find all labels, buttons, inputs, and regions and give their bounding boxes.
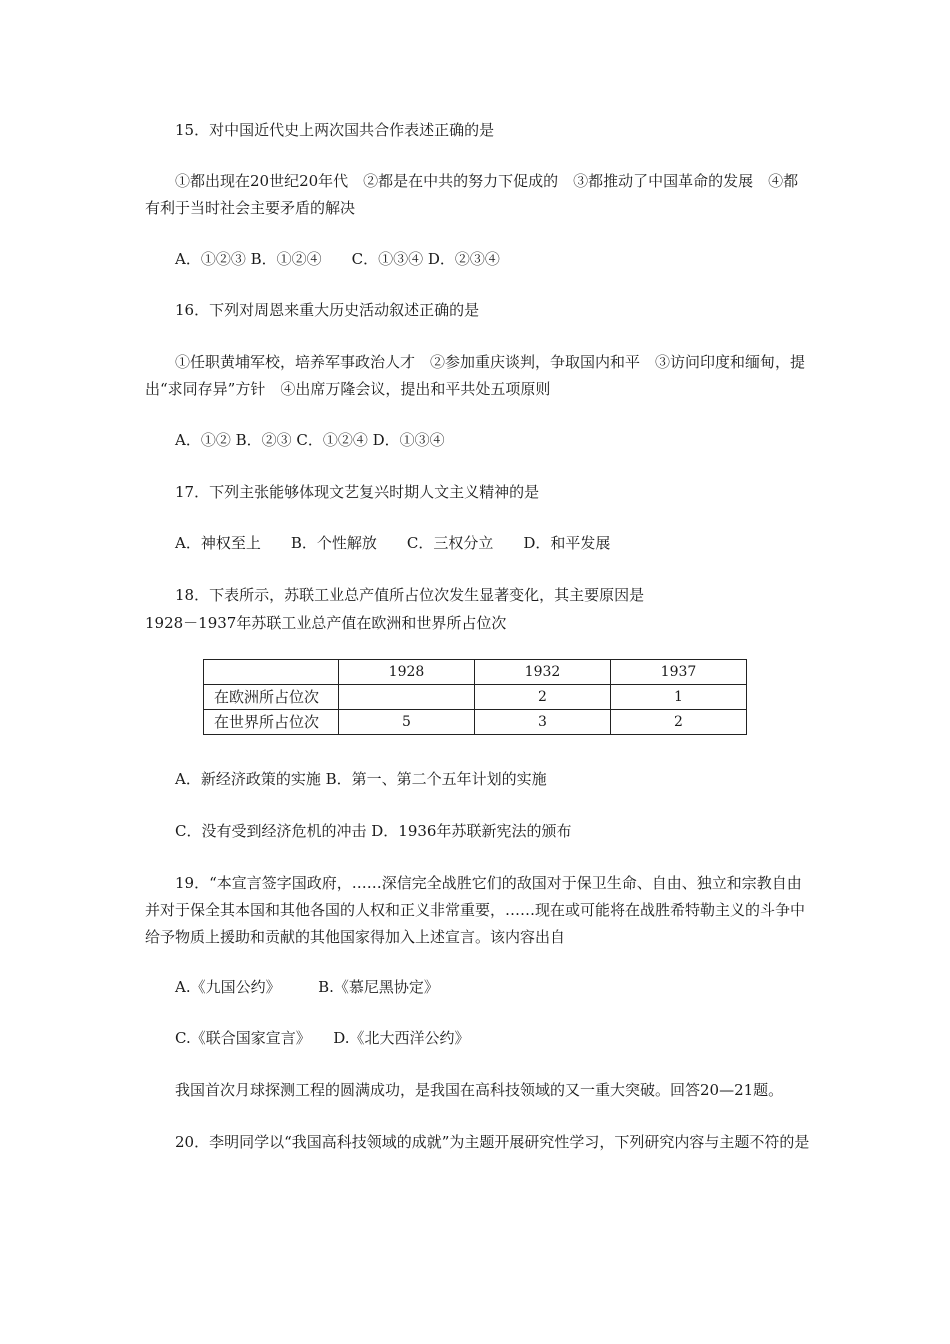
table-cell: 5: [339, 710, 475, 735]
q20-stem: 20．李明同学以“我国高科技领域的成就”为主题开展研究性学习，下列研究内容与主题不符的是: [175, 1133, 810, 1151]
q16-stem: 16．下列对周恩来重大历史活动叙述正确的是: [175, 301, 480, 319]
table-header-cell: 1928: [339, 660, 475, 685]
q15-options: A．①②③ B．①②④ C．①③④ D．②③④: [175, 250, 500, 268]
passage-20-21: 我国首次月球探测工程的圆满成功，是我国在高科技领域的又一重大突破。回答20—21题。: [175, 1081, 784, 1099]
table-header-row: [204, 660, 747, 685]
q17-options: A．神权至上 B．个性解放 C．三权分立 D．和平发展: [175, 534, 611, 552]
table-row-label: [204, 710, 339, 735]
table-row-label: [204, 685, 339, 710]
table-row-label-text: 在欧洲所占位次: [214, 688, 320, 706]
table-row: [204, 710, 747, 735]
table-cell: 2: [475, 685, 611, 710]
table-cell: 2: [611, 710, 747, 735]
q18-options-1: A．新经济政策的实施 B．第一、第二个五年计划的实施: [175, 770, 547, 788]
table-header-cell: [204, 660, 339, 685]
q19-options-2: C.《联合国家宣言》 D.《北大西洋公约》: [175, 1029, 470, 1047]
q18-stem: 18．下表所示，苏联工业总产值所占位次发生显著变化，其主要原因是: [175, 586, 645, 604]
table-header-cell: 1932: [475, 660, 611, 685]
q17-stem: 17．下列主张能够体现文艺复兴时期人文主义精神的是: [175, 483, 540, 501]
table-row-label-text: 在世界所占位次: [214, 713, 320, 731]
table-cell: 1: [611, 685, 747, 710]
q16-statements: ①任职黄埔军校，培养军事政治人才 ②参加重庆谈判，争取国内和平 ③访问印度和缅甸，提出“求同存异”方针 ④出席万隆会议，提出和平共处五项原则: [145, 353, 806, 398]
q19-stem: 19．“本宣言签字国政府，……深信完全战胜它们的敌国对于保卫生命、自由、独立和宗教自由并对于保全其本国和其他各国的人权和正义非常重要，……现在或可能将在战胜希特勒主义的斗争中给予物质上援助和贡献的其他国家得加入上述宣言。该内容出自: [145, 874, 806, 946]
table-row: [204, 685, 747, 710]
q15-stem: 15．对中国近代史上两次国共合作表述正确的是: [175, 121, 495, 139]
q16-options: A．①② B．②③ C．①②④ D．①③④: [175, 431, 445, 449]
ranking-table: [203, 659, 747, 735]
table-cell: [339, 685, 475, 710]
table-header-cell: 1937: [611, 660, 747, 685]
q15-statements: ①都出现在20世纪20年代 ②都是在中共的努力下促成的 ③都推动了中国革命的发展 ④都有利于当时社会主要矛盾的解决: [145, 172, 799, 217]
q18-options-2: C．没有受到经济危机的冲击 D．1936年苏联新宪法的颁布: [175, 822, 572, 840]
table-cell: 3: [475, 710, 611, 735]
q19-options-1: A.《九国公约》 B.《慕尼黑协定》: [175, 978, 439, 996]
table-caption: 1928－1937年苏联工业总产值在欧洲和世界所占位次: [145, 614, 507, 632]
